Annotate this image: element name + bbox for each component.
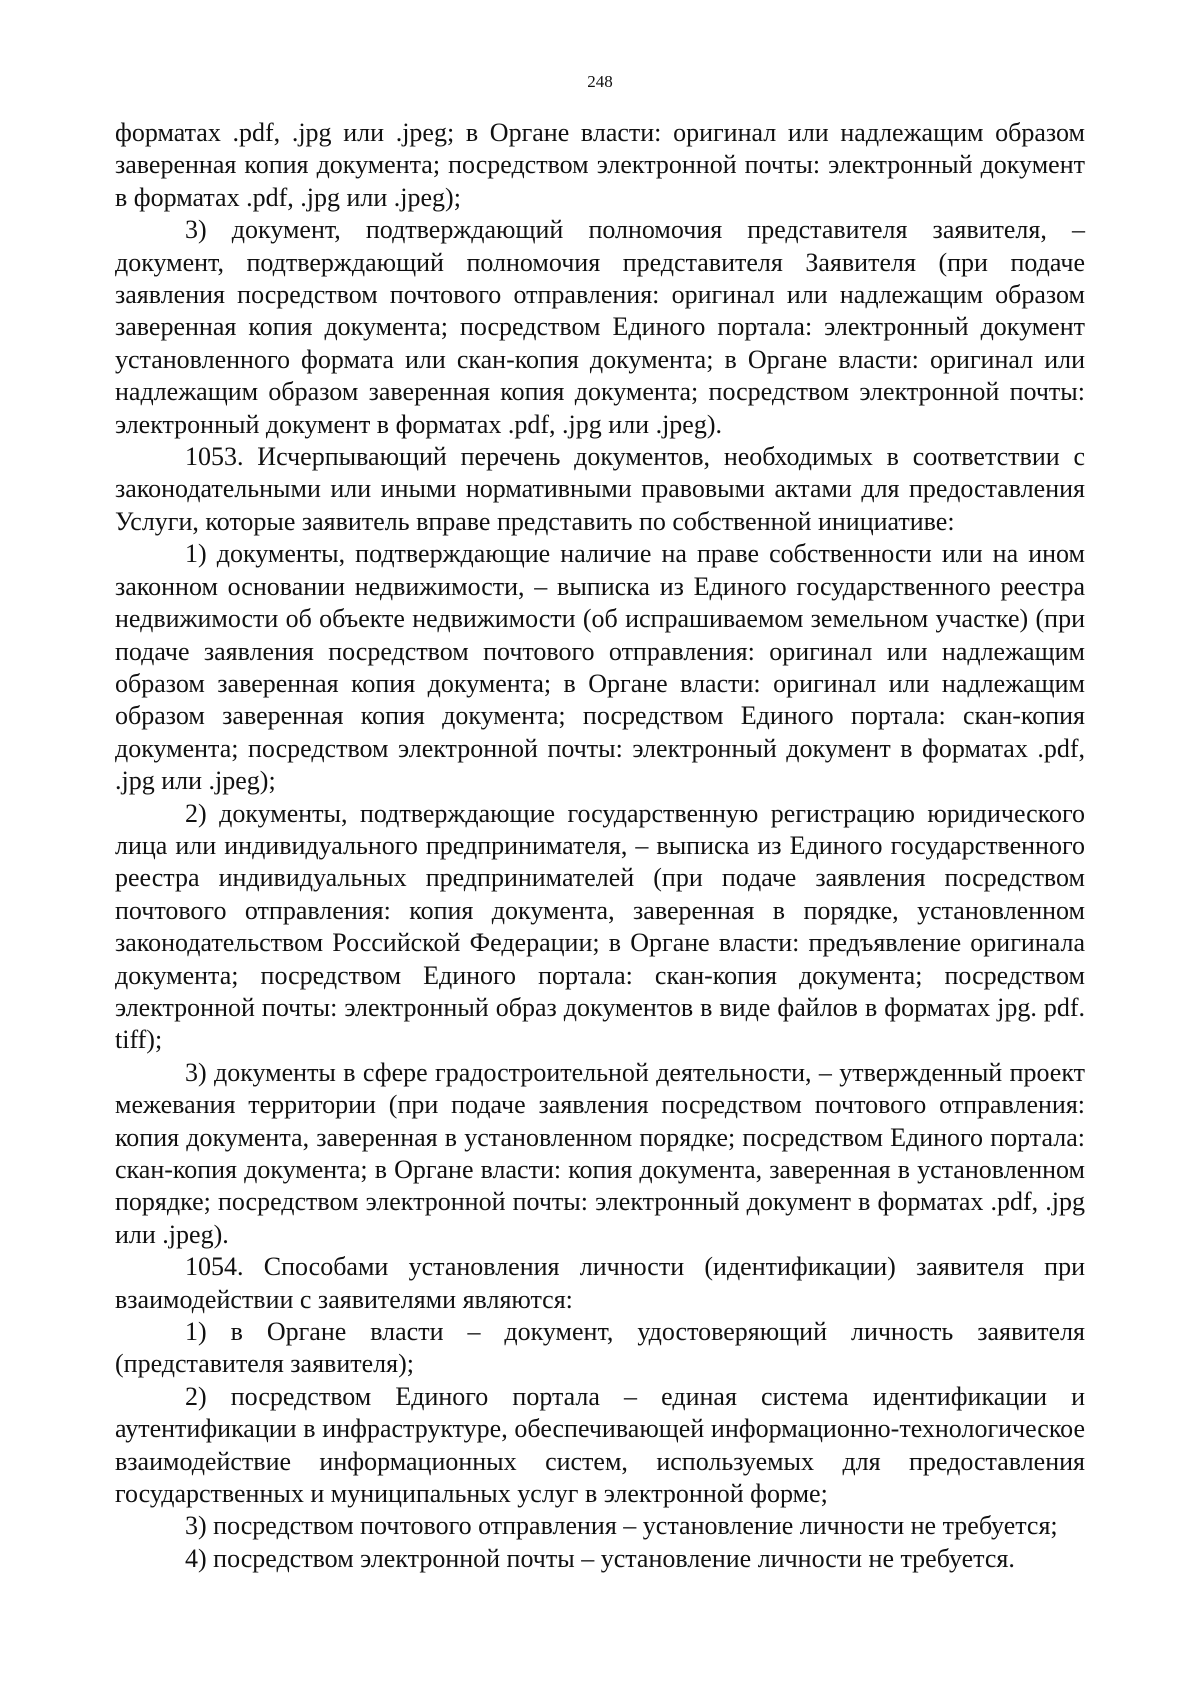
paragraph-1054: 1054. Способами установления личности (идентификации) заявителя при взаимодействии с заявителями являются: (115, 1252, 1085, 1314)
page-number: 248 (587, 72, 613, 91)
paragraph-continuation-formats: форматах .pdf, .jpg или .jpeg; в Органе власти: оригинал или надлежащим образом заверенная копия документа; посредством электронной почты: электронный документ в форматах .pdf, .jpg или .jpeg); (115, 118, 1085, 212)
paragraph-1053: 1053. Исчерпывающий перечень документов, необходимых в соответствии с законодательными или иными нормативными правовыми актами для предоставления Услуги, которые заявитель вправе представить по собственной инициативе: (115, 442, 1085, 536)
paragraph-1054-item-2: 2) посредством Единого портала – единая система идентификации и аутентификации в инфраструктуре, обеспечивающей информационно-технологическое взаимодействие информационных систем, используемых для предоставления государственных и муниципальных услуг в электронной форме; (115, 1381, 1085, 1509)
paragraph-item-3-representative-authority: 3) документ, подтверждающий полномочия представителя заявителя, – документ, подтверждающий полномочия представителя Заявителя (при подаче заявления посредством почтового отправления: оригинал или надлежащим образом заверенная копия документа; посредством Единого портала: электронный документ установленного формата или скан-копия документа; в Органе власти: оригинал или надлежащим образом заверенная копия документа; посредством электронной почты: электронный документ в форматах .pdf, .jpg или .jpeg). (115, 215, 1085, 439)
paragraph-1053-item-2: 2) документы, подтверждающие государственную регистрацию юридического лица или индивидуального предпринимателя, – выписка из Единого государственного реестра индивидуальных предпринимателей (при подаче заявления посредством почтового отправления: копия документа, заверенная в порядке, установленном законодательством Российской Федерации; в Органе власти: предъявление оригинала документа; посредством Единого портала: скан-копия документа; посредством электронной почты: электронный образ документов в виде файлов в форматах jpg. pdf. tiff); (115, 798, 1085, 1055)
document-body (115, 117, 1085, 1575)
paragraph-1053-item-1: 1) документы, подтверждающие наличие на праве собственности или на ином законном основании недвижимости, – выписка из Единого государственного реестра недвижимости об объекте недвижимости (об испрашиваемом земельном участке) (при подаче заявления посредством почтового отправления: оригинал или надлежащим образом заверенная копия документа; в Органе власти: оригинал или надлежащим образом заверенная копия документа; посредством Единого портала: скан-копия документа; посредством электронной почты: электронный документ в форматах .pdf, .jpg или .jpeg); (115, 539, 1085, 796)
paragraph-1054-item-1: 1) в Органе власти – документ, удостоверяющий личность заявителя (представителя заявителя); (115, 1317, 1085, 1379)
paragraph-1054-item-3: 3) посредством почтового отправления – установление личности не требуется; (185, 1511, 1058, 1541)
paragraph-1054-item-4: 4) посредством электронной почты – установление личности не требуется. (185, 1543, 1015, 1573)
paragraph-1053-item-3: 3) документы в сфере градостроительной деятельности, – утвержденный проект межевания территории (при подаче заявления посредством почтового отправления: копия документа, заверенная в установленном порядке; посредством Единого портала: скан-копия документа; в Органе власти: копия документа, заверенная в установленном порядке; посредством электронной почты: электронный документ в форматах .pdf, .jpg или .jpeg). (115, 1057, 1085, 1249)
